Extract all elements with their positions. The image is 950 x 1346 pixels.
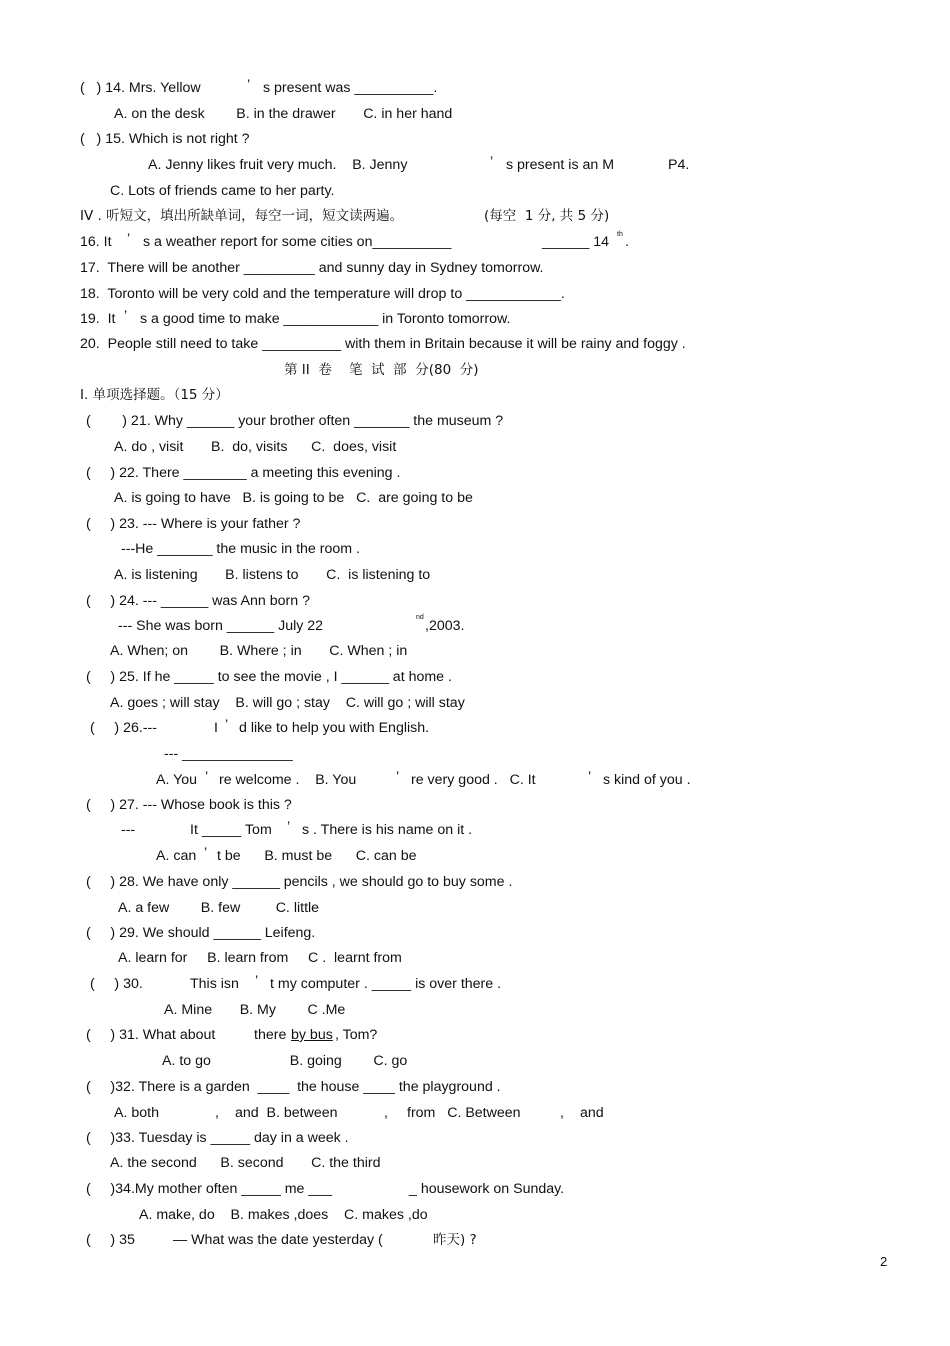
q16-b: s a weather report for some cities on__________ [143, 234, 452, 250]
q30-a: This isn [190, 976, 239, 992]
q20: 20. People still need to take __________ with them in Britain because it will be rainy and foggy . [80, 336, 686, 352]
q25-stem: ( ) 25. If he _____ to see the movie , I ______ at home . [86, 669, 452, 685]
q31-b: , Tom? [335, 1027, 378, 1043]
q35-cjk: 昨天) ? [433, 1232, 477, 1248]
q34-stem: ( )34.My mother often _____ me ___ [86, 1181, 333, 1197]
q32-comma-3: , [560, 1105, 564, 1121]
q27-option-a: A. can [156, 848, 197, 864]
q34-options: A. make, do B. makes ,does C. makes ,do [139, 1207, 428, 1223]
q30-options: A. Mine B. My C .Me [164, 1002, 346, 1018]
q26-option-a2: re welcome . B. You [219, 772, 357, 788]
q21-options: A. do , visit B. do, visits C. does, visit [114, 439, 397, 455]
page-number: 2 [880, 1254, 888, 1269]
q32-option-c2: and [580, 1105, 604, 1121]
q22-options: A. is going to have B. is going to be C. are going to be [114, 490, 473, 506]
q16-c: ______ 14 [542, 234, 610, 250]
q26-a: I [214, 720, 218, 736]
q27-dash: --- [121, 822, 136, 838]
q24-superscript: nd [416, 614, 424, 621]
q29-options: A. learn for B. learn from C . learnt from [118, 950, 402, 966]
q29-stem: ( ) 29. We should ______ Leifeng. [86, 925, 316, 941]
q19-a: 19. It [80, 311, 116, 327]
q31-a: there [254, 1027, 287, 1043]
q26-apostrophe-c: ’ [588, 769, 592, 785]
q15-options-a3: P4. [668, 157, 690, 173]
q32-stem: ( )32. There is a garden ____ the house ____ the playground . [86, 1079, 501, 1095]
q28-options: A. a few B. few C. little [118, 900, 320, 916]
q16-apostrophe: ’ [127, 231, 131, 247]
q31-options: A. to go B. going C. go [162, 1053, 408, 1069]
section-4-title: IV . 听短文，填出所缺单词，每空一词，短文读两遍。 [80, 208, 404, 224]
q15-apostrophe: ’ [490, 154, 494, 170]
q14-stem-rest: s present was __________. [263, 80, 438, 96]
q14-stem: ( ) 14. Mrs. Yellow [80, 80, 201, 96]
q24-answer: --- She was born ______ July 22 [118, 618, 324, 634]
q15-options-c: C. Lots of friends came to her party. [110, 183, 335, 199]
q26-apostrophe-a: ’ [205, 769, 209, 785]
q30-stem: ( ) 30. [90, 976, 143, 992]
q19-apostrophe: ’ [124, 308, 128, 324]
q32-option-a2: and B. between [235, 1105, 338, 1121]
q19-b: s a good time to make ____________ in Toronto tomorrow. [140, 311, 511, 327]
q26-apostrophe-b: ’ [396, 769, 400, 785]
q30-apostrophe: ’ [255, 973, 259, 989]
q30-b: t my computer . _____ is over there . [270, 976, 502, 992]
q24-year: ,2003. [425, 618, 465, 634]
q16-d: . [625, 234, 629, 250]
q16-superscript: th [617, 231, 623, 238]
q21-stem: ( ) 21. Why ______ your brother often _______ the museum ? [86, 413, 504, 429]
q22-stem: ( ) 22. There ________ a meeting this evening . [86, 465, 401, 481]
section-4-score: (每空 1 分, 共 5 分) [484, 208, 610, 224]
q26-option-a: A. You [156, 772, 198, 788]
q26-blank: --- ______________ [164, 746, 293, 762]
q15-options-a: A. Jenny likes fruit very much. B. Jenny [148, 157, 408, 173]
q24-options: A. When; on B. Where ; in C. When ; in [110, 643, 408, 659]
q27-stem: ( ) 27. --- Whose book is this ? [86, 797, 292, 813]
q26-b: d like to help you with English. [239, 720, 430, 736]
q32-option-a: A. both [114, 1105, 159, 1121]
q35-stem: ( ) 35 [86, 1232, 135, 1248]
q27-b: s . There is his name on it . [302, 822, 473, 838]
q35-a: — What was the date yesterday ( [173, 1232, 383, 1248]
q27-apostrophe: ’ [287, 819, 291, 835]
q26-option-b2: re very good . C. It [411, 772, 536, 788]
q16-a: 16. It [80, 234, 112, 250]
q24-stem: ( ) 24. --- ______ was Ann born ? [86, 593, 310, 609]
q32-comma-2: , [384, 1105, 388, 1121]
q23-stem: ( ) 23. --- Where is your father ? [86, 516, 301, 532]
q14-options: A. on the desk B. in the drawer C. in her hand [114, 106, 453, 122]
q31-underlined: by bus [291, 1027, 333, 1043]
q15-options-a2: s present is an M [506, 157, 615, 173]
q28-stem: ( ) 28. We have only ______ pencils , we should go to buy some . [86, 874, 513, 890]
q26-apostrophe: ’ [225, 717, 229, 733]
q27-option-a2: t be B. must be C. can be [217, 848, 417, 864]
q18: 18. Toronto will be very cold and the temperature will drop to ____________. [80, 286, 565, 302]
q25-options: A. goes ; will stay B. will go ; stay C. will go ; will stay [110, 695, 465, 711]
q32-option-b2: from C. Between [407, 1105, 521, 1121]
q26-stem: ( ) 26.--- [90, 720, 157, 736]
part-2-heading: 第 II 卷 笔 试 部 分(80 分) [284, 362, 479, 378]
q23-options: A. is listening B. listens to C. is listening to [114, 567, 431, 583]
q26-option-c2: s kind of you . [603, 772, 691, 788]
q27-apostrophe-a: ’ [204, 845, 208, 861]
q31-stem: ( ) 31. What about [86, 1027, 216, 1043]
q34-b: _ housework on Sunday. [409, 1181, 565, 1197]
q27-a: It _____ Tom [190, 822, 272, 838]
q23-answer: ---He _______ the music in the room . [121, 541, 360, 557]
q14-apostrophe: ’ [247, 77, 251, 93]
q32-comma-1: , [215, 1105, 219, 1121]
section-1-title: Ⅰ. 单项选择题。（15 分） [80, 387, 229, 403]
q17: 17. There will be another _________ and sunny day in Sydney tomorrow. [80, 260, 544, 276]
q33-options: A. the second B. second C. the third [110, 1155, 381, 1171]
q33-stem: ( )33. Tuesday is _____ day in a week . [86, 1130, 349, 1146]
q15-stem: ( ) 15. Which is not right ? [80, 131, 250, 147]
